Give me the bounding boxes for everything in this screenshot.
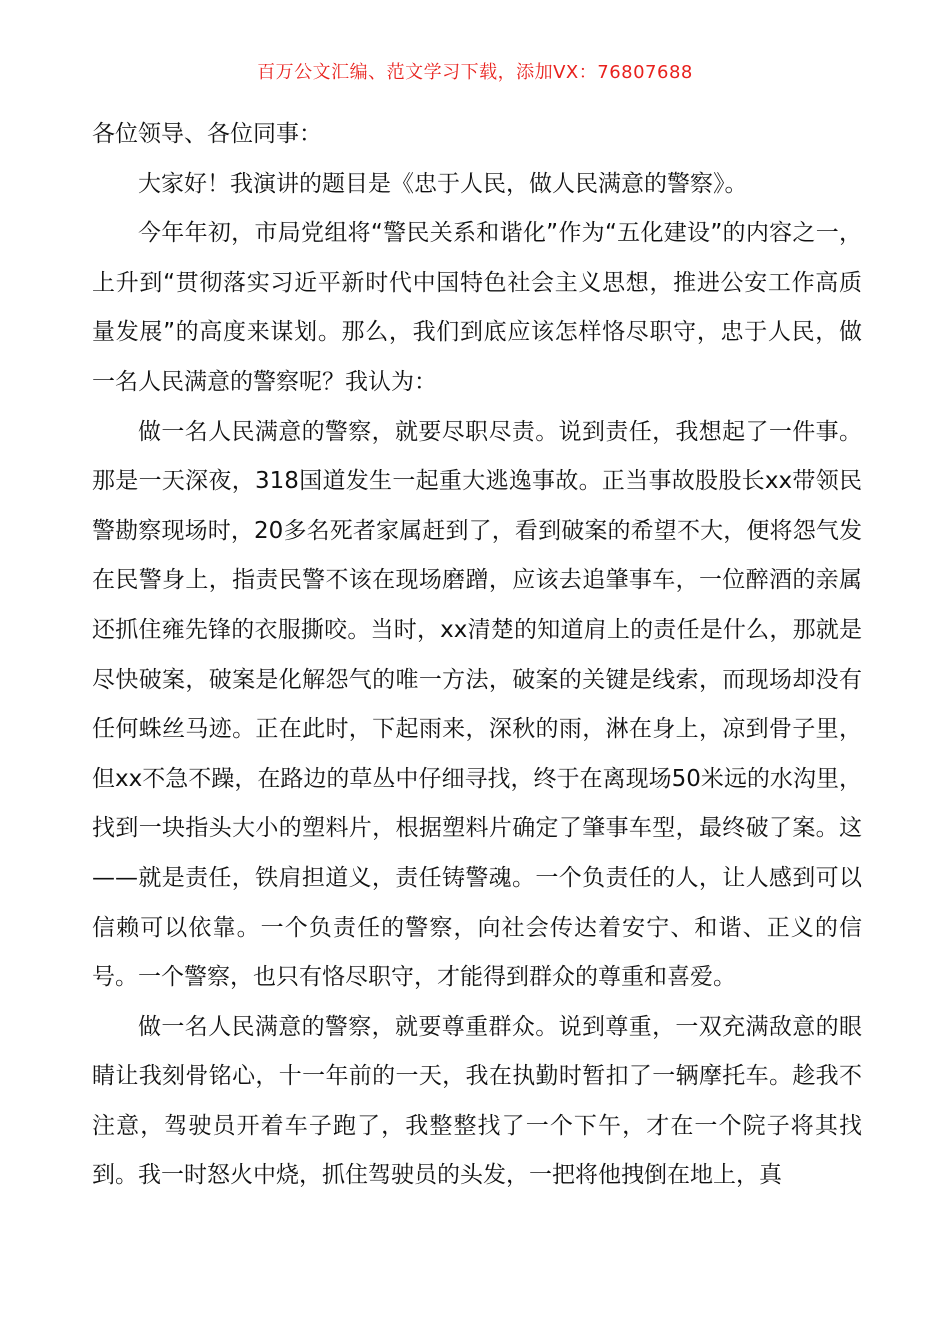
salutation: 各位领导、各位同事： (92, 121, 322, 147)
header-banner: 百万公文汇编、范文学习下载，添加VX：76807688 (257, 62, 693, 83)
paragraph-respect: 做一名人民满意的警察，就要尊重群众。说到尊重，一双充满敌意的眼睛让我刻骨铭心，十一年前的一天，我在执勤时暂扣了一辆摩托车。趁我不注意，驾驶员开着车子跑了，我整整找了一个下午，才在一个院子将其找到。我一时怒火中烧，抓住驾驶员的头发，一把将他拽倒在地上，真 (92, 1013, 862, 1189)
paragraph-intro: 今年年初，市局党组将“警民关系和谐化”作为“五化建设”的内容之一，上升到“贯彻落实习近平新时代中国特色社会主义思想，推进公安工作高质量发展”的高度来谋划。那么，我们到底应该怎样恪尽职守，忠于人民，做一名人民满意的警察呢？我认为： (92, 220, 862, 395)
document-body (92, 110, 862, 1201)
paragraph-greeting: 大家好！我演讲的题目是《忠于人民，做人民满意的警察》。 (138, 170, 748, 197)
paragraph-responsibility: 做一名人民满意的警察，就要尽职尽责。说到责任，我想起了一件事。那是一天深夜，318国道发生一起重大逃逸事故。正当事故股股长xx带领民警勘察现场时，20多名死者家属赶到了，看到破案的希望不大，便将怨气发在民警身上，指责民警不该在现场磨蹭，应该去追肇事车，一位醉酒的亲属还抓住雍先锋的衣服撕咬。当时，xx清楚的知道肩上的责任是什么，那就是尽快破案，破案是化解怨气的唯一方法，破案的关键是线索，而现场却没有任何蛛丝马迹。正在此时，下起雨来，深秋的雨，淋在身上，凉到骨子里，但xx不急不躁，在路边的草丛中仔细寻找，终于在离现场50米远的水沟里，找到一块指头大小的塑料片，根据塑料片确定了肇事车型，最终破了案。这——就是责任，铁肩担道义，责任铸警魂。一个负责任的人，让人感到可以信赖可以依靠。一个负责任的警察，向社会传达着安宁、和谐、正义的信号。一个警察，也只有恪尽职守，才能得到群众的尊重和喜爱。 (92, 418, 862, 991)
